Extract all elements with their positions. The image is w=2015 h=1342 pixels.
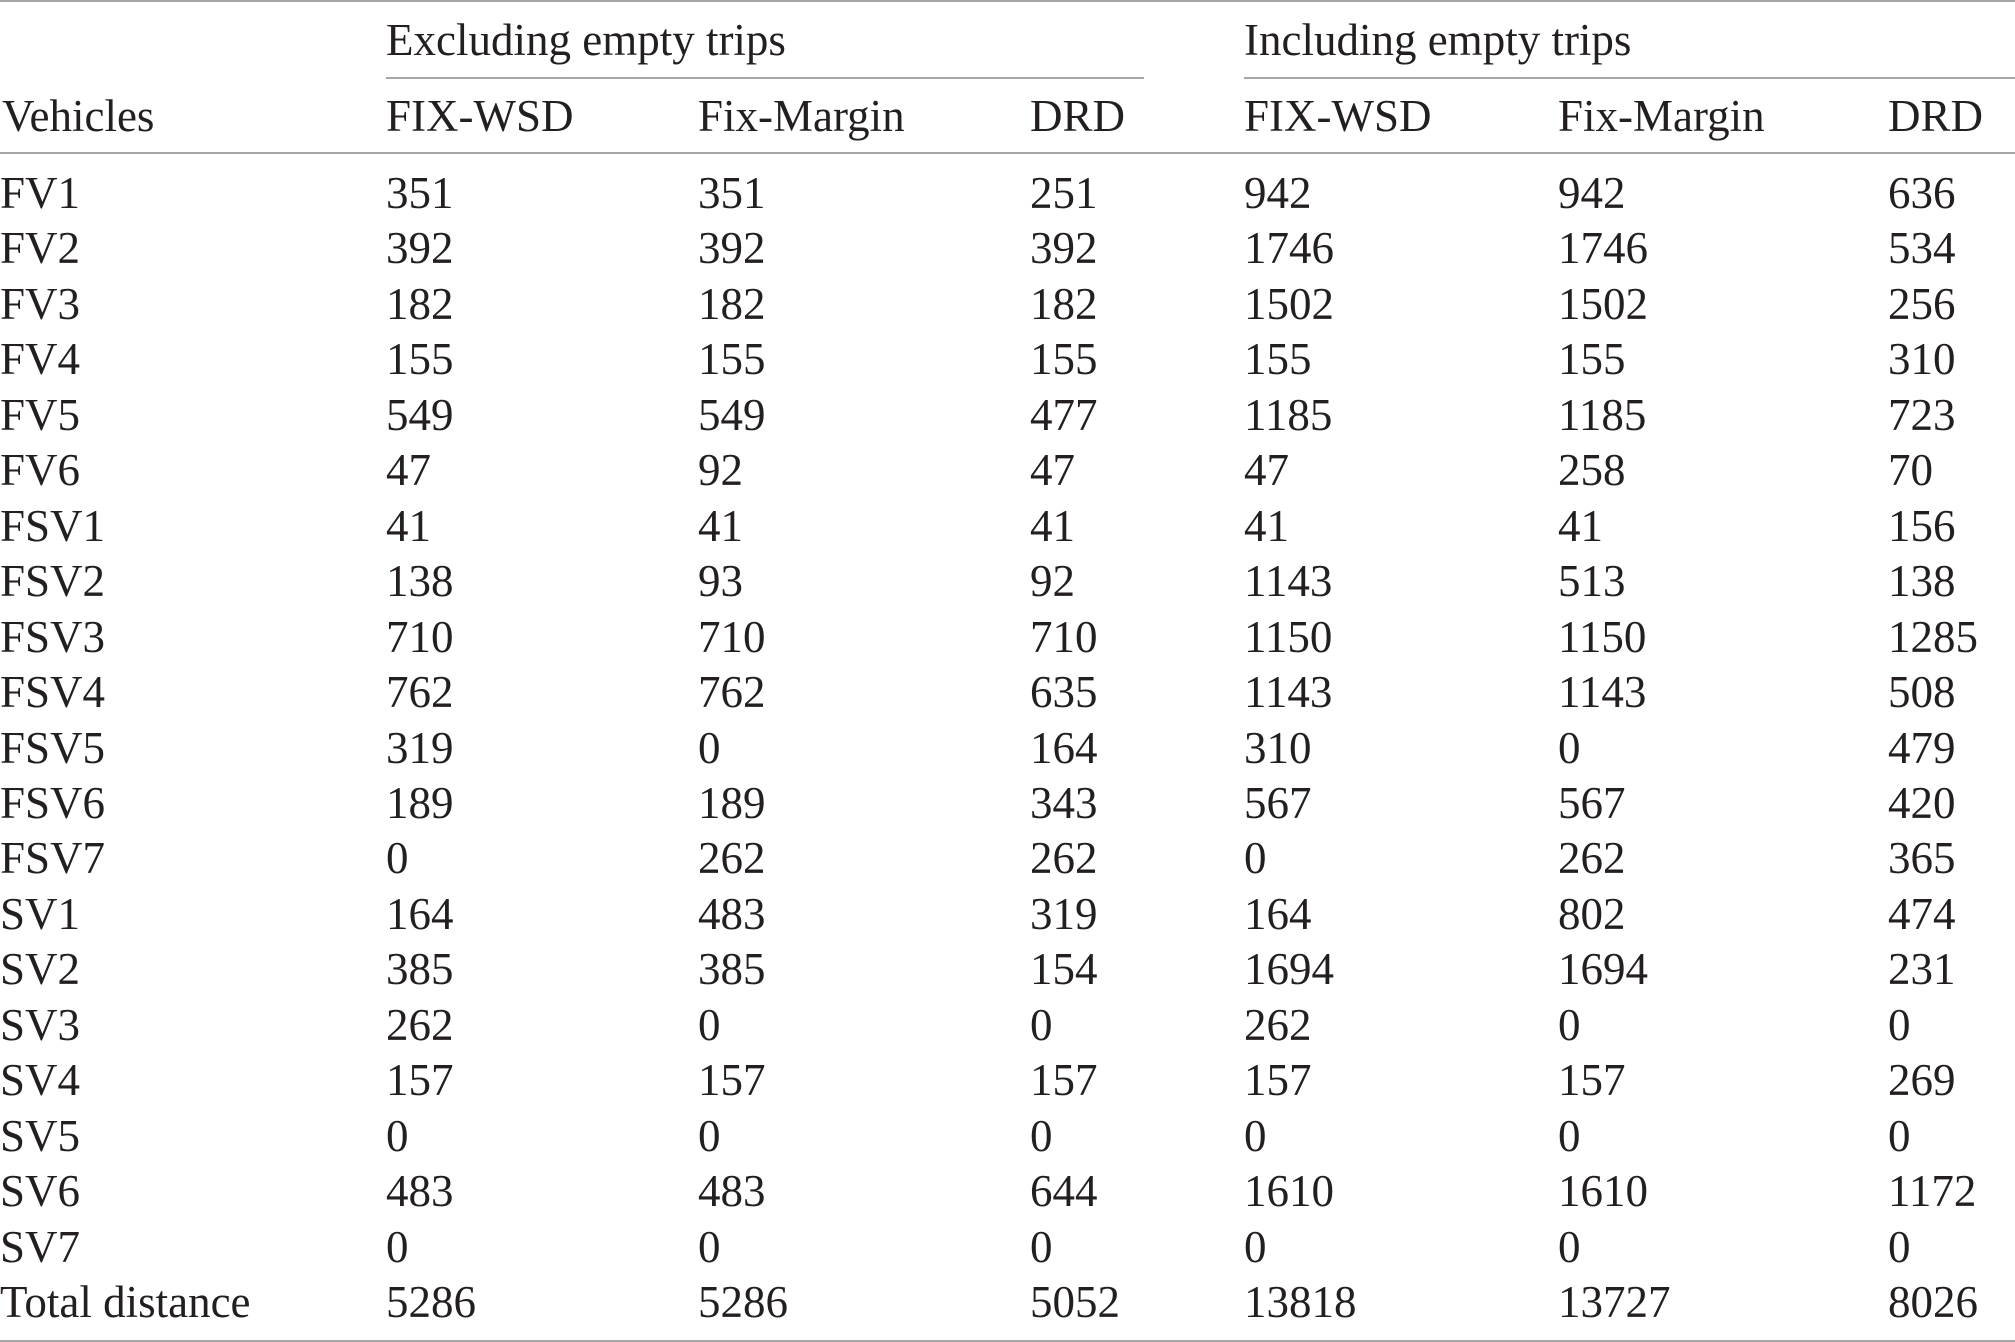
table-row [0, 1109, 2015, 1164]
in-drd-cell: 0 [1888, 999, 1911, 1050]
ex-fix-wsd-cell: 392 [386, 223, 454, 274]
ex-drd-cell: 154 [1030, 944, 1098, 995]
ex-drd-cell: 41 [1030, 500, 1075, 551]
in-fix-margin-cell: 0 [1558, 722, 1581, 773]
in-fix-wsd-cell: 157 [1244, 1055, 1312, 1106]
table-row [0, 332, 2015, 387]
ex-drd-cell: 635 [1030, 667, 1098, 718]
ex-fix-margin-cell: 483 [698, 888, 766, 939]
in-drd-cell: 256 [1888, 278, 1956, 329]
ex-fix-margin-cell: 762 [698, 667, 766, 718]
in-fix-margin-cell: 0 [1558, 1221, 1581, 1272]
in-fix-wsd-cell: 0 [1244, 1110, 1267, 1161]
ex-drd-cell: 262 [1030, 833, 1098, 884]
vehicle-cell: FSV2 [0, 556, 106, 607]
in-drd-cell: 1285 [1888, 611, 1978, 662]
in-fix-margin-cell: 258 [1558, 445, 1626, 496]
ex-drd-cell: 343 [1030, 777, 1098, 828]
in-fix-margin-cell: 802 [1558, 888, 1626, 939]
table-row [0, 998, 2015, 1053]
in-fix-margin-cell: 157 [1558, 1055, 1626, 1106]
table-row [0, 1164, 2015, 1219]
ex-drd-cell: 157 [1030, 1055, 1098, 1106]
ex-fix-margin-cell: 0 [698, 999, 721, 1050]
in-fix-margin-cell: 41 [1558, 500, 1603, 551]
vehicle-cell: SV5 [0, 1110, 81, 1161]
table-row [0, 1220, 2015, 1275]
header-rule [0, 152, 2015, 154]
in-fix-wsd-cell: 1502 [1244, 278, 1334, 329]
table-row [0, 942, 2015, 997]
in-drd-cell: 0 [1888, 1221, 1911, 1272]
in-drd-cell: 508 [1888, 667, 1956, 718]
column-header-in-fix-margin: Fix-Margin [1558, 91, 1765, 141]
ex-fix-wsd-cell: 762 [386, 667, 454, 718]
ex-fix-wsd-cell: 710 [386, 611, 454, 662]
ex-fix-margin-cell: 351 [698, 168, 766, 218]
in-fix-wsd-cell: 567 [1244, 777, 1312, 828]
ex-fix-margin-cell: 0 [698, 722, 721, 773]
ex-fix-wsd-cell: 385 [386, 944, 454, 995]
table-row [0, 277, 2015, 332]
in-drd-cell: 420 [1888, 777, 1956, 828]
ex-fix-wsd-cell: 182 [386, 278, 454, 329]
in-fix-wsd-cell: 0 [1244, 833, 1267, 884]
table-row [0, 776, 2015, 831]
in-fix-margin-cell: 1694 [1558, 944, 1648, 995]
group-header-including: Including empty trips [1244, 15, 1632, 65]
ex-fix-margin-cell: 189 [698, 777, 766, 828]
in-fix-wsd-cell: 155 [1244, 334, 1312, 385]
vehicle-cell: FSV7 [0, 833, 106, 884]
group-header-excluding: Excluding empty trips [386, 15, 786, 65]
in-drd-cell: 1172 [1888, 1166, 1977, 1217]
table-row [0, 831, 2015, 886]
vehicle-cell: FSV1 [0, 500, 106, 551]
in-drd-cell: 310 [1888, 334, 1956, 385]
total-row [0, 1275, 2015, 1330]
ex-fix-wsd-cell: 262 [386, 999, 454, 1050]
ex-drd-cell: 164 [1030, 722, 1098, 773]
vehicle-cell: FSV6 [0, 777, 106, 828]
ex-fix-margin-cell: 392 [698, 223, 766, 274]
ex-fix-margin-cell: 155 [698, 334, 766, 385]
in-fix-margin-cell: 1150 [1558, 611, 1647, 662]
in-fix-margin-cell: 1746 [1558, 223, 1648, 274]
in-fix-wsd-cell: 1143 [1244, 556, 1333, 607]
ex-fix-wsd-cell: 41 [386, 500, 431, 551]
top-rule [0, 0, 2015, 2]
ex-fix-wsd-cell: 351 [386, 168, 454, 218]
ex-fix-margin-cell: 5286 [698, 1277, 788, 1328]
table-row [0, 221, 2015, 276]
ex-fix-wsd-cell: 189 [386, 777, 454, 828]
vehicle-cell: FV4 [0, 334, 81, 385]
column-header-ex-drd: DRD [1030, 91, 1126, 141]
vehicle-cell: SV1 [0, 888, 81, 939]
ex-fix-wsd-cell: 157 [386, 1055, 454, 1106]
in-fix-wsd-cell: 13818 [1244, 1277, 1357, 1328]
in-fix-margin-cell: 942 [1558, 168, 1626, 218]
table-row [0, 887, 2015, 942]
column-header-ex-fix-margin: Fix-Margin [698, 91, 905, 141]
in-fix-margin-cell: 1502 [1558, 278, 1648, 329]
in-fix-wsd-cell: 0 [1244, 1221, 1267, 1272]
in-drd-cell: 0 [1888, 1110, 1911, 1161]
vehicle-cell: FV2 [0, 223, 81, 274]
ex-drd-cell: 251 [1030, 168, 1098, 218]
in-fix-wsd-cell: 41 [1244, 500, 1289, 551]
in-fix-margin-cell: 13727 [1558, 1277, 1671, 1328]
table-row [0, 1053, 2015, 1108]
ex-drd-cell: 392 [1030, 223, 1098, 274]
ex-fix-margin-cell: 92 [698, 445, 743, 496]
table-row [0, 166, 2015, 221]
table-row [0, 554, 2015, 609]
ex-fix-wsd-cell: 138 [386, 556, 454, 607]
in-drd-cell: 479 [1888, 722, 1956, 773]
in-fix-margin-cell: 513 [1558, 556, 1626, 607]
vehicle-cell: FSV3 [0, 611, 106, 662]
ex-fix-margin-cell: 710 [698, 611, 766, 662]
in-drd-cell: 8026 [1888, 1277, 1978, 1328]
ex-drd-cell: 155 [1030, 334, 1098, 385]
ex-drd-cell: 182 [1030, 278, 1098, 329]
in-fix-wsd-cell: 310 [1244, 722, 1312, 773]
group-rule-excluding [386, 77, 1144, 79]
in-drd-cell: 70 [1888, 445, 1933, 496]
ex-fix-wsd-cell: 164 [386, 888, 454, 939]
vehicle-cell: FSV4 [0, 667, 106, 718]
table-row [0, 721, 2015, 776]
in-fix-wsd-cell: 1694 [1244, 944, 1334, 995]
in-fix-wsd-cell: 1610 [1244, 1166, 1334, 1217]
vehicle-cell: FSV5 [0, 722, 106, 773]
ex-drd-cell: 0 [1030, 1221, 1053, 1272]
ex-fix-wsd-cell: 155 [386, 334, 454, 385]
in-drd-cell: 636 [1888, 168, 1956, 218]
in-drd-cell: 474 [1888, 888, 1956, 939]
ex-drd-cell: 0 [1030, 999, 1053, 1050]
ex-fix-wsd-cell: 47 [386, 445, 431, 496]
ex-fix-wsd-cell: 5286 [386, 1277, 476, 1328]
in-drd-cell: 269 [1888, 1055, 1956, 1106]
table-row [0, 499, 2015, 554]
in-fix-wsd-cell: 262 [1244, 999, 1312, 1050]
data-table [0, 166, 2015, 1331]
table-body [0, 166, 2015, 1331]
vehicle-cell: SV2 [0, 944, 81, 995]
in-drd-cell: 534 [1888, 223, 1956, 274]
ex-drd-cell: 92 [1030, 556, 1075, 607]
ex-drd-cell: 47 [1030, 445, 1075, 496]
group-rule-including [1244, 77, 2015, 79]
vehicle-cell: Total distance [0, 1277, 251, 1328]
in-fix-wsd-cell: 1746 [1244, 223, 1334, 274]
vehicle-cell: FV3 [0, 278, 81, 329]
ex-fix-margin-cell: 0 [698, 1221, 721, 1272]
ex-fix-wsd-cell: 0 [386, 833, 409, 884]
vehicle-cell: FV1 [0, 168, 81, 218]
vehicle-cell: SV3 [0, 999, 81, 1050]
ex-fix-margin-cell: 483 [698, 1166, 766, 1217]
in-fix-margin-cell: 1143 [1558, 667, 1647, 718]
ex-fix-wsd-cell: 0 [386, 1221, 409, 1272]
in-drd-cell: 723 [1888, 389, 1956, 440]
ex-drd-cell: 644 [1030, 1166, 1098, 1217]
in-fix-margin-cell: 1610 [1558, 1166, 1648, 1217]
in-fix-wsd-cell: 47 [1244, 445, 1289, 496]
in-fix-wsd-cell: 1143 [1244, 667, 1333, 718]
ex-drd-cell: 319 [1030, 888, 1098, 939]
in-drd-cell: 365 [1888, 833, 1956, 884]
in-fix-wsd-cell: 1185 [1244, 389, 1333, 440]
ex-drd-cell: 477 [1030, 389, 1098, 440]
in-drd-cell: 138 [1888, 556, 1956, 607]
ex-fix-margin-cell: 385 [698, 944, 766, 995]
table-row [0, 388, 2015, 443]
in-fix-margin-cell: 0 [1558, 1110, 1581, 1161]
ex-fix-wsd-cell: 0 [386, 1110, 409, 1161]
ex-fix-margin-cell: 549 [698, 389, 766, 440]
ex-drd-cell: 5052 [1030, 1277, 1120, 1328]
in-fix-margin-cell: 567 [1558, 777, 1626, 828]
ex-fix-margin-cell: 0 [698, 1110, 721, 1161]
column-header-in-fix-wsd: FIX-WSD [1244, 91, 1432, 141]
in-drd-cell: 231 [1888, 944, 1956, 995]
table-row [0, 665, 2015, 720]
ex-fix-wsd-cell: 549 [386, 389, 454, 440]
ex-fix-margin-cell: 182 [698, 278, 766, 329]
vehicle-cell: SV7 [0, 1221, 81, 1272]
in-fix-margin-cell: 262 [1558, 833, 1626, 884]
in-drd-cell: 156 [1888, 500, 1956, 551]
in-fix-wsd-cell: 942 [1244, 168, 1312, 218]
ex-fix-margin-cell: 262 [698, 833, 766, 884]
in-fix-margin-cell: 0 [1558, 999, 1581, 1050]
vehicle-cell: SV4 [0, 1055, 81, 1106]
ex-fix-margin-cell: 41 [698, 500, 743, 551]
in-fix-wsd-cell: 1150 [1244, 611, 1333, 662]
ex-fix-margin-cell: 93 [698, 556, 743, 607]
vehicle-cell: FV6 [0, 445, 81, 496]
ex-drd-cell: 0 [1030, 1110, 1053, 1161]
vehicle-cell: FV5 [0, 389, 81, 440]
column-header-in-drd: DRD [1888, 91, 1984, 141]
vehicle-cell: SV6 [0, 1166, 81, 1217]
ex-fix-wsd-cell: 483 [386, 1166, 454, 1217]
table-row [0, 443, 2015, 498]
in-fix-wsd-cell: 164 [1244, 888, 1312, 939]
ex-fix-margin-cell: 157 [698, 1055, 766, 1106]
table-row [0, 610, 2015, 665]
column-header-ex-fix-wsd: FIX-WSD [386, 91, 574, 141]
ex-drd-cell: 710 [1030, 611, 1098, 662]
ex-fix-wsd-cell: 319 [386, 722, 454, 773]
in-fix-margin-cell: 1185 [1558, 389, 1647, 440]
column-header-vehicles: Vehicles [2, 91, 155, 141]
in-fix-margin-cell: 155 [1558, 334, 1626, 385]
